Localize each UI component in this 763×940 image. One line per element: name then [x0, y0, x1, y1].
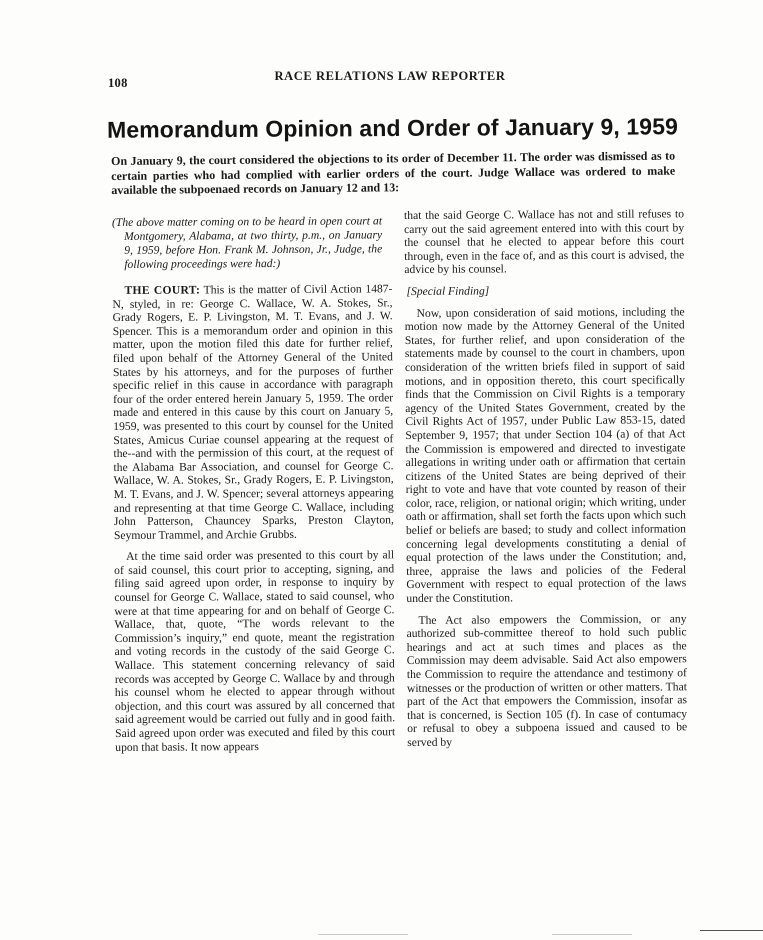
section-heading — [406, 283, 684, 298]
court-statement-text: This is the matter of Civil Action 1487-N, styled, in re: George C. Wallace, W. A. Stokes, Sr., Grady Rogers, E. P. Livingston, M. T. Evans, and J. W. Spencer. This is a memorandum order and opinion in this matter, upon the motion filed this date for further relief, filed upon behalf of the Attorney General of the United States by his attorneys, and for the purposes of further specific relief in this cause in accordance with paragraph four of the order entered herein January 5, 1959. The order made and entered in this cause by this court on January 5, 1959, was presented to this court by counsel for the United States, Amicus Curiae counsel appearing at the request of the--and with the permission of this court, at the request of the Alabama Bar Association, and counsel for George C. Wallace, W. A. Stokes, Sr., Grady Rogers, E. P. Livingston, M. T. Evans, and J. W. Spencer; several attorneys appearing and representing at that time George C. Wallace, including John Patterson, Chauncey Sparks, Preston Clayton, Seymour Trammel, and Archie Grubbs. — [112, 282, 394, 542]
scan-artifact-line — [700, 930, 763, 931]
page-number: 108 — [108, 76, 128, 90]
scan-artifact-line — [318, 934, 408, 935]
right-paragraph-3: The Act also empowers the Commission, or any authorized sub-committee thereof to hold such public hearings and act at such times and places as the Commission may deem advisable. Said Act also empowers the Commission to require the attendance and testimony of witnesses or the production of written or other matters. That part of the Act that empowers the Commission, insofar as that is concerned, is Section 105 (f). In case of contumacy or refusal to obey a subpoena issued and caused to be served by — [406, 611, 688, 749]
speaker-label: THE COURT: — [124, 283, 201, 297]
running-head: RACE RELATIONS LAW REPORTER — [274, 69, 506, 83]
right-paragraph-1: that the said George C. Wallace has not and still refuses to carry out the said agreement entered into with this court by the counsel that he elected to appear before this court through, even in the face of, and as this court is advised, the advice by his counsel. — [404, 207, 685, 277]
right-column — [404, 207, 687, 757]
scan-artifact-line — [552, 934, 632, 935]
summary-paragraph: On January 9, the court considered the objections to its order of December 11. The order was dismissed as to certain parties who had complied with earlier orders of the court. Judge Wallace was ordered to make available the subpoenaed records on January 12 and 13: — [111, 148, 676, 197]
left-paragraph-2: At the time said order was presented to this court by all of said counsel, this court prior to accepting, signing, and filing said agreed upon order, in response to inquiry by counsel for George C. Wallace, stated to said counsel, who were at that time appearing for and on behalf of George C. Wallace, that, quote, “The words relevant to the Commission’s inquiry,” end quote, meant the registration and voting records in the custody of the said George C. Wallace. This statement concerning relevancy of said records was accepted by George C. Wallace by and through his counsel whom he elected to appear through without objection, and this court was assured by all concerned that said agreement would be carried out fully and in good faith. Said agreed upon order was executed and filed by this court upon that basis. It now appears — [114, 548, 396, 754]
preface-note: (The above matter coming on to be heard in open court at Montgomery, Alabama, at two thirty, p.m., on January 9, 1959, before Hon. Frank M. Johnson, Jr., Judge, the following proceedings were had:) — [112, 214, 383, 271]
court-statement-paragraph — [112, 282, 394, 542]
section-heading-text: [Special Finding] — [406, 284, 490, 298]
right-paragraph-2: Now, upon consideration of said motions, including the motion now made by the Attorney General of the United States, for further relief, and upon consideration of the statements made by counsel to the court in chambers, upon consideration of the written briefs filed in support of said motions, and in opposition thereto, this court specifically finds that the Commission on Civil Rights is a temporary agency of the United States Government, created by the Civil Rights Act of 1957, under Public Law 853-15, dated September 9, 1957; that under Section 104 (a) of that Act the Commission is empowered and directed to investigate allegations in writing under oath or affirmation that certain citizens of the United States are being deprived of their right to vote and have that vote counted by reason of their color, race, religion, or national origin; which writing, under oath or affirmation, shall set forth the facts upon which such belief or beliefs are based; to study and collect information concerning legal developments constituting a denial of equal protection of the laws under the Constitution; and, three, appraise the laws and policies of the Federal Government with respect to equal protection of the laws under the Constitution. — [404, 304, 687, 606]
left-column — [112, 214, 395, 762]
document-title: Memorandum Opinion and Order of January 9, 1959 — [106, 113, 679, 143]
